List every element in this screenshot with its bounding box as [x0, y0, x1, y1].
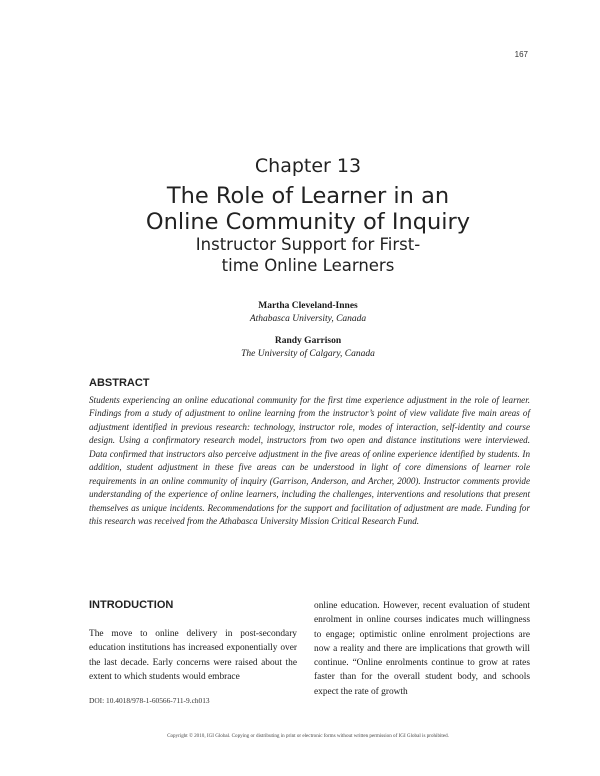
author-name: Randy Garrison	[274, 336, 342, 346]
chapter-title	[0, 183, 600, 235]
author-block	[0, 300, 600, 361]
chapter-title-line: The Role of Learner in an	[166, 183, 450, 209]
author-affiliation: Athabasca University, Canada	[249, 314, 367, 324]
doi-line: DOI: 10.4018/978-1-60566-711-9.ch013	[89, 696, 210, 705]
introduction-right-column: online education. However, recent evaluation of student enrolment in online courses indicates much willingness to engage; optimistic online enrolment projections are now a reality and there are implications that growth will continue. “Online enrolments continue to grow at rates faster than for the overall student body, and schools expect the rate of growth	[314, 601, 530, 697]
chapter-label: Chapter 13	[254, 155, 362, 177]
author-name: Martha Cleveland-Innes	[258, 301, 358, 311]
author-affiliation: The University of Calgary, Canada	[241, 349, 375, 359]
abstract-heading: ABSTRACT	[89, 377, 150, 389]
copyright-notice: Copyright © 2010, IGI Global. Copying or distributing in print or electronic forms without written permission of IGI Global is prohibited.	[167, 733, 449, 739]
chapter-subtitle	[0, 234, 600, 276]
chapter-subtitle-line: time Online Learners	[221, 256, 395, 275]
introduction-left-column: The move to online delivery in post-secondary education institutions has increased exponentially over the last decade. Early concerns were raised about the extent to which students would embrace	[89, 629, 297, 682]
chapter-subtitle-line: Instructor Support for First-	[195, 235, 421, 254]
introduction-heading: INTRODUCTION	[89, 599, 174, 611]
abstract-body: Students experiencing an online educational community for the first time experience adjustment in the role of learner. Findings from a study of adjustment to online learning from the instructor’s point of view validate five main areas of adjustment identified in previous research: technology, instructor role, modes of interaction, self-identity and course design. Using a confirmatory research model, instructors from two open and distance institutions were interviewed. Data confirmed that instructors also perceive adjustment in the five areas of online experience identified by students. In addition, student adjustment in these five areas can be understood in light of core dimensions of learner role requirements in an online community of inquiry (Garrison, Anderson, and Archer, 2000). Instructor comments provide understanding of the experience of online learners, including the challenges, interventions and resolutions that present themselves as unique incidents. Recommendations for the support and facilitation of adjustment are made. Funding for this research was received from the Athabasca University Mission Critical Research Fund.	[89, 395, 530, 527]
chapter-title-line: Online Community of Inquiry	[145, 209, 471, 235]
page-number: 167	[514, 50, 528, 59]
